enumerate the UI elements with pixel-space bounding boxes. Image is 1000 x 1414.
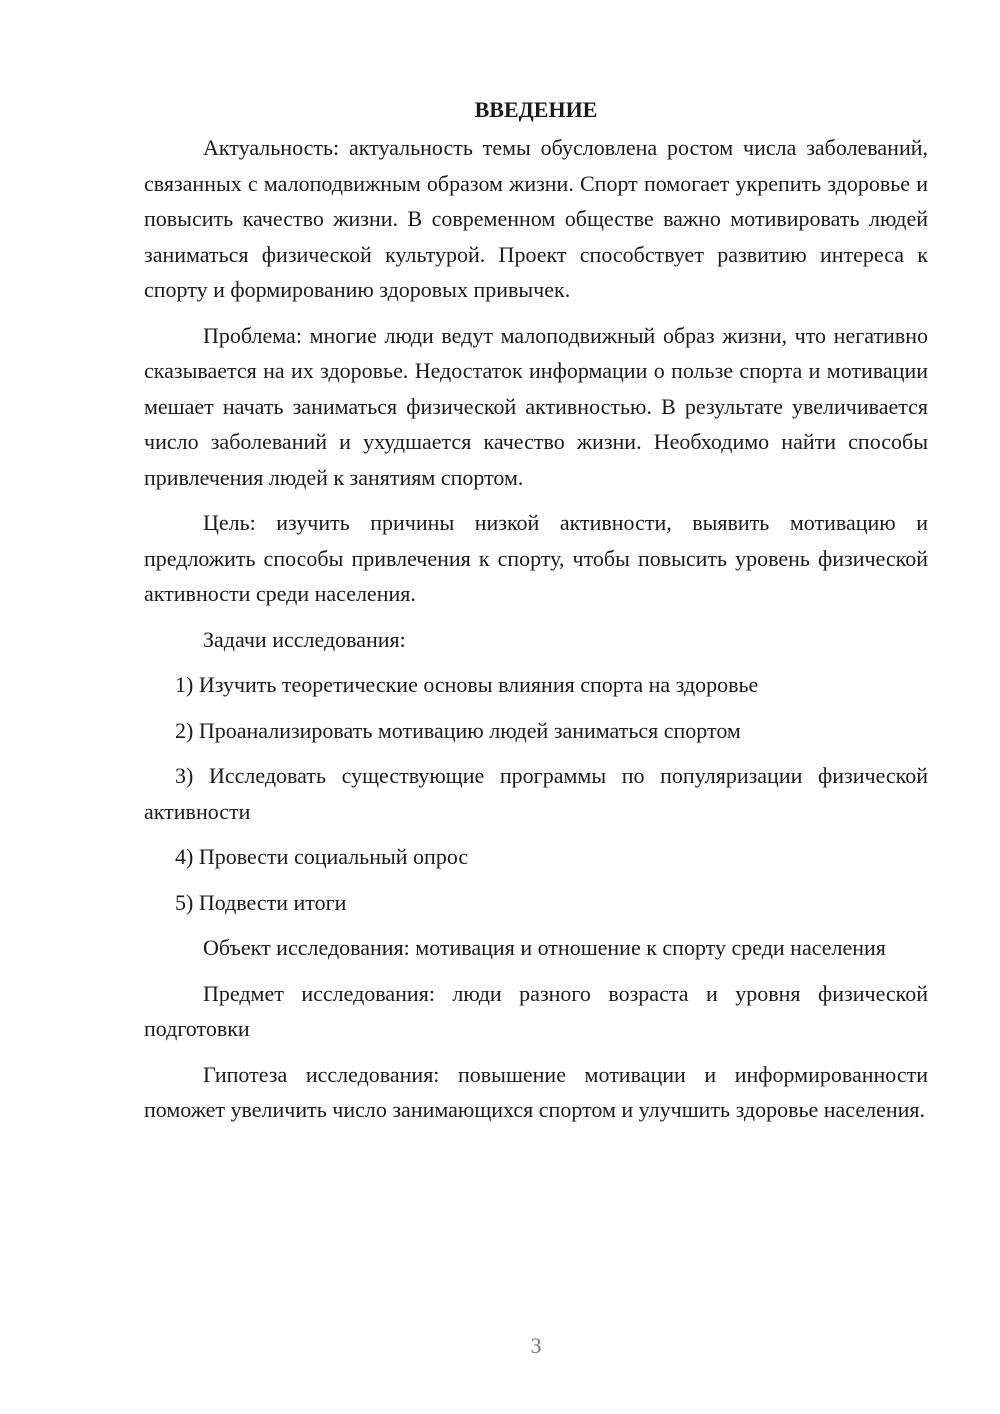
goal-paragraph: Цель: изучить причины низкой активности, выявить мотивацию и предложить способы привлечения к спорту, чтобы повысить уровень физической активности среди населения. — [144, 510, 928, 606]
document-title: ВВЕДЕНИЕ — [474, 97, 598, 122]
task-item-2: 2) Проанализировать мотивацию людей заниматься спортом — [175, 717, 741, 743]
task-item-1: 1) Изучить теоретические основы влияния спорта на здоровье — [175, 672, 759, 697]
task-item-4: 4) Провести социальный опрос — [175, 844, 469, 869]
task-item-5: 5) Подвести итоги — [175, 889, 347, 915]
object-paragraph: Объект исследования: мотивация и отношение к спорту среди населения — [203, 935, 886, 960]
page-number: 3 — [530, 1333, 542, 1358]
document-body — [144, 92, 928, 1128]
hypothesis-paragraph: Гипотеза исследования: повышение мотивации и информированности поможет увеличить число занимающихся спортом и улучшить здоровье населения. — [144, 1061, 928, 1122]
task-item-3: 3) Исследовать существующие программы по популяризации физической активности — [144, 763, 928, 824]
subject-paragraph: Предмет исследования: люди разного возраста и уровня физической подготовки — [144, 980, 928, 1041]
tasks-heading: Задачи исследования: — [203, 626, 406, 652]
relevance-paragraph: Актуальность: актуальность темы обусловлена ростом числа заболеваний, связанных с малоподвижным образом жизни. Спорт помогает укрепить здоровье и повысить качество жизни. В современном обществе важно мотивировать людей заниматься физической культурой. Проект способствует развитию интереса к спорту и формированию здоровых привычек. — [144, 135, 928, 302]
problem-paragraph: Проблема: многие люди ведут малоподвижный образ жизни, что негативно сказывается на их здоровье. Недостаток информации о пользе спорта и мотивации мешает начать заниматься физической активностью. В результате увеличивается число заболеваний и ухудшается качество жизни. Необходимо найти способы привлечения людей к занятиям спортом. — [144, 322, 928, 490]
